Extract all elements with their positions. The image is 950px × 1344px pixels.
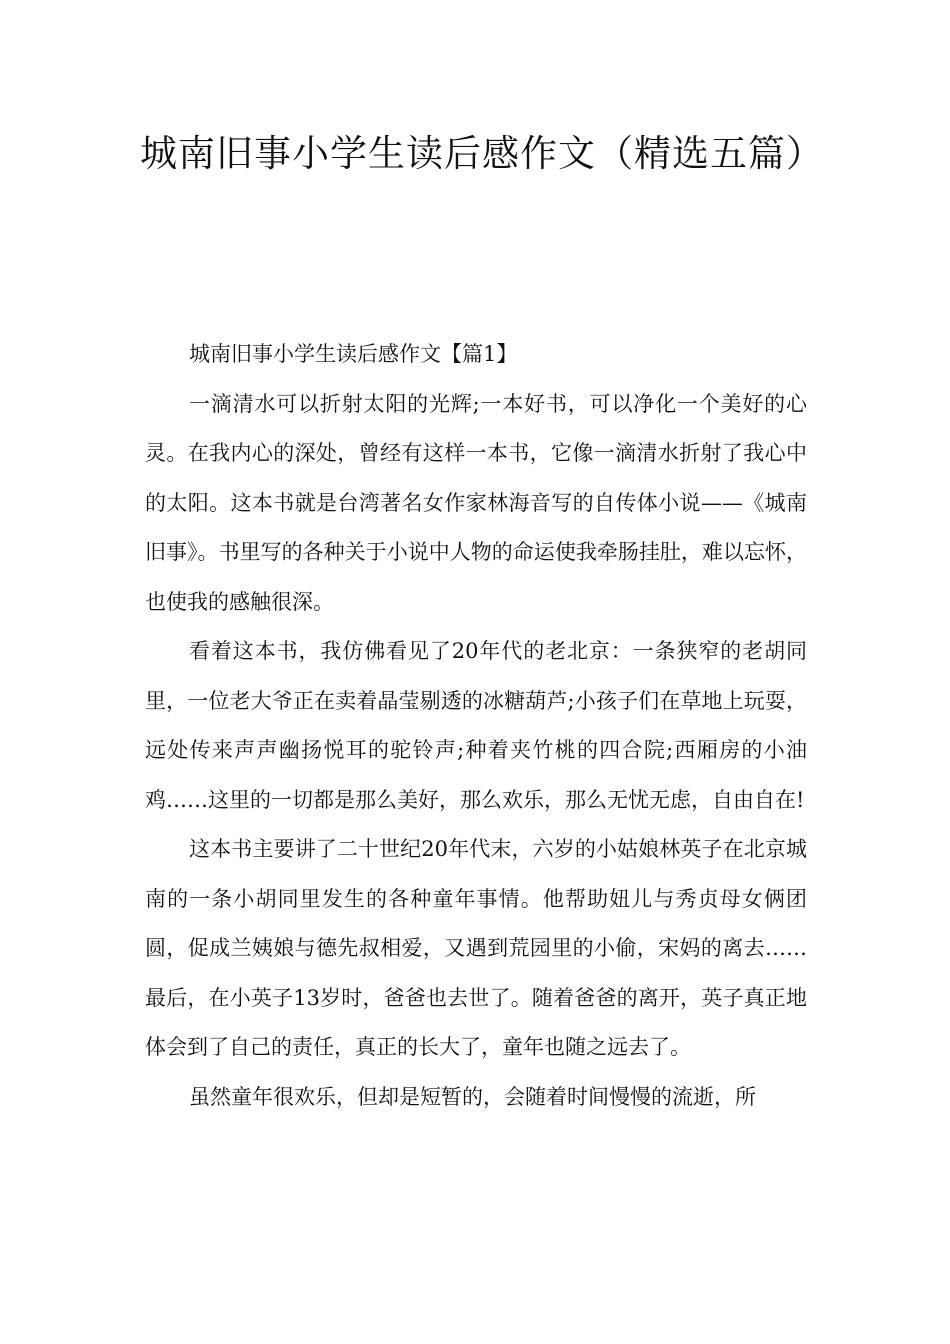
paragraph-3: 这本书主要讲了二十世纪20年代末，六岁的小姑娘林英子在北京城南的一条小胡同里发生的各种童年事情。他帮助妞儿与秀贞母女俩团圆，促成兰姨娘与德先叔相爱，又遇到荒园里的小偷，宋妈的离去……最后，在小英子13岁时，爸爸也去世了。随着爸爸的离开，英子真正地体会到了自己的责任，真正的长大了，童年也随之远去了。 [145,837,807,1059]
document-title: 城南旧事小学生读后感作文（精选五篇） [140,132,824,175]
paragraph-1: 一滴清水可以折射太阳的光辉;一本好书，可以净化一个美好的心灵。在我内心的深处，曾经有这样一本书，它像一滴清水折射了我心中的太阳。这本书就是台湾著名女作家林海音写的自传体小说——《城南旧事》。书里写的各种关于小说中人物的命运使我牵肠挂肚，难以忘怀，也使我的感触很深。 [145,391,807,614]
paragraph-4: 虽然童年很欢乐，但却是短暂的，会随着时间慢慢的流逝，所 [189,1084,756,1109]
document-body [145,330,807,1122]
paragraph-2: 看着这本书，我仿佛看见了20年代的老北京：一条狭窄的老胡同里，一位老大爷正在卖着晶莹剔透的冰糖葫芦;小孩子们在草地上玩耍，远处传来声声幽扬悦耳的驼铃声;种着夹竹桃的四合院;西厢房的小油鸡……这里的一切都是那么美好，那么欢乐，那么无忧无虑，自由自在! [145,639,807,812]
section-heading: 城南旧事小学生读后感作文【篇1】 [189,342,518,366]
